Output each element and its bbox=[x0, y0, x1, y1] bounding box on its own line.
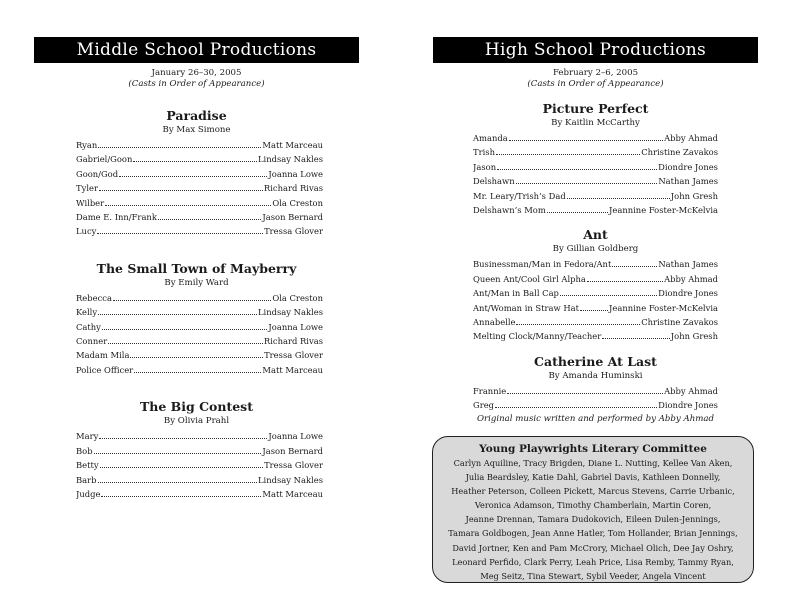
actor: Matt Marceau bbox=[262, 364, 323, 375]
role: Judge bbox=[76, 488, 101, 499]
cast-row bbox=[76, 473, 323, 487]
actor: Tressa Glover bbox=[264, 226, 323, 237]
cast-row bbox=[473, 174, 718, 188]
dot-leader bbox=[497, 160, 657, 170]
actor: John Gresh bbox=[670, 331, 718, 342]
cast-list bbox=[70, 429, 323, 501]
actor: Lindsay Nakles bbox=[257, 154, 323, 165]
role: Barb bbox=[76, 474, 97, 485]
role: Gabriel/Goon bbox=[76, 154, 133, 165]
cast-row bbox=[473, 329, 718, 343]
role: Delshawn bbox=[473, 176, 515, 187]
cast-row bbox=[76, 210, 323, 224]
role: Goon/God bbox=[76, 168, 119, 179]
play-author: By Amanda Huminski bbox=[548, 370, 643, 381]
actor: Abby Ahmad bbox=[664, 273, 718, 284]
cast-row bbox=[473, 315, 718, 329]
dot-leader bbox=[158, 210, 261, 220]
dot-leader bbox=[108, 334, 263, 344]
actor: Tressa Glover bbox=[264, 350, 323, 361]
dot-leader bbox=[134, 363, 261, 373]
cast-row bbox=[76, 224, 323, 238]
high-school-note: (Casts in Order of Appearance) bbox=[527, 79, 664, 89]
play-author: By Kaitlin McCarthy bbox=[551, 118, 640, 128]
actor: Diondre Jones bbox=[658, 288, 718, 299]
committee-title: Young Playwrights Literary Committee bbox=[479, 443, 707, 455]
cast-row bbox=[76, 305, 323, 319]
cast-row bbox=[76, 196, 323, 210]
role: Mr. Leary/Trish’s Dad bbox=[473, 190, 566, 201]
cast-list bbox=[473, 257, 718, 343]
play-author: By Olivia Prahl bbox=[163, 416, 230, 427]
play-catherine-at-last bbox=[433, 354, 758, 425]
role: Tyler bbox=[76, 183, 98, 194]
cast-row bbox=[76, 363, 323, 377]
actor: Jeannine Foster-McKelvia bbox=[609, 205, 718, 216]
role: Ant/Man in Ball Cap bbox=[473, 288, 559, 299]
cast-list bbox=[70, 138, 323, 239]
committee-line: David Jortner, Ken and Pam McCrory, Michael Olich, Dee Jay Oshry, bbox=[452, 542, 734, 553]
role: Delshawn’s Mom bbox=[473, 205, 546, 216]
cast-row bbox=[473, 384, 718, 398]
role: Frannie bbox=[473, 385, 507, 396]
actor: Nathan James bbox=[658, 176, 718, 187]
dot-leader bbox=[612, 257, 657, 267]
dot-leader bbox=[97, 224, 263, 234]
committee-line: Jeanne Drennan, Tamara Dudokovich, Eileen Dulen-Jennings, bbox=[465, 514, 721, 525]
play-title: Ant bbox=[583, 227, 608, 243]
committee-members bbox=[433, 456, 753, 583]
role: Cathy bbox=[76, 321, 101, 332]
play-title: The Big Contest bbox=[139, 399, 253, 415]
committee-line: Meg Seitz, Tina Stewart, Sybil Veeder, Angela Vincent bbox=[480, 570, 706, 581]
dot-leader bbox=[100, 458, 264, 468]
role: Police Officer bbox=[76, 364, 134, 375]
high-school-dates: February 2–6, 2005 bbox=[552, 68, 639, 78]
dot-leader bbox=[547, 203, 608, 213]
dot-leader bbox=[495, 398, 657, 408]
play-picture-perfect bbox=[433, 101, 758, 217]
actor: Joanna Lowe bbox=[268, 431, 323, 442]
cast-row bbox=[473, 398, 718, 412]
actor: Lindsay Nakles bbox=[257, 474, 323, 485]
cast-row bbox=[76, 334, 323, 348]
cast-row bbox=[76, 152, 323, 166]
dot-leader bbox=[507, 384, 663, 394]
play-big-contest bbox=[34, 399, 359, 501]
role: Annabelle bbox=[473, 317, 516, 328]
literary-committee-box bbox=[432, 436, 754, 583]
dot-leader bbox=[102, 320, 268, 330]
dot-leader bbox=[98, 138, 261, 148]
cast-row bbox=[76, 429, 323, 443]
cast-row bbox=[76, 320, 323, 334]
actor: Christine Zavakos bbox=[641, 147, 718, 158]
actor: Diondre Jones bbox=[658, 400, 718, 411]
actor: Ola Creston bbox=[272, 292, 323, 303]
role: Amanda bbox=[473, 133, 508, 143]
play-author: By Gillian Goldberg bbox=[552, 244, 639, 255]
committee-line: Heather Peterson, Colleen Pickett, Marcus Stevens, Carrie Urbanic, bbox=[451, 486, 735, 497]
play-small-town-of-mayberry bbox=[34, 261, 359, 377]
play-title: The Small Town of Mayberry bbox=[96, 260, 297, 276]
middle-school-note: (Casts in Order of Appearance) bbox=[128, 79, 265, 89]
dot-leader bbox=[516, 315, 640, 325]
high-school-banner: High School Productions bbox=[433, 37, 758, 63]
dot-leader bbox=[580, 301, 608, 311]
role: Bob bbox=[76, 445, 93, 456]
dot-leader bbox=[119, 167, 267, 177]
play-author: By Max Simone bbox=[162, 125, 231, 135]
actor: Nathan James bbox=[658, 259, 718, 270]
middle-school-column bbox=[34, 37, 359, 501]
actor: Jason Bernard bbox=[262, 445, 323, 456]
actor: Abby Ahmad bbox=[664, 385, 718, 396]
role: Greg bbox=[473, 400, 495, 411]
role: Queen Ant/Cool Girl Alpha bbox=[473, 273, 586, 284]
music-credit: Original music written and performed by Abby Ahmad bbox=[476, 413, 715, 424]
role: Ant/Woman in Straw Hat bbox=[473, 302, 580, 313]
cast-list bbox=[70, 291, 323, 377]
actor: Richard Rivas bbox=[263, 183, 323, 194]
dot-leader bbox=[509, 131, 663, 141]
actor: Lindsay Nakles bbox=[257, 307, 323, 318]
role: Rebecca bbox=[76, 292, 112, 303]
actor: Abby Ahmad bbox=[664, 133, 718, 143]
dot-leader bbox=[105, 196, 271, 206]
dot-leader bbox=[99, 181, 263, 191]
dot-leader bbox=[130, 348, 263, 358]
committee-line: Julia Beardsley, Katie Dahl, Gabriel Davis, Kathleen Donnelly, bbox=[465, 472, 721, 483]
committee-line: Leonard Perfido, Clark Perry, Leah Price, Lisa Remby, Tammy Ryan, bbox=[452, 556, 734, 567]
committee-line: Veronica Adamson, Timothy Chamberlain, Martin Coren, bbox=[474, 500, 712, 511]
cast-row bbox=[76, 444, 323, 458]
actor: Joanna Lowe bbox=[268, 321, 323, 332]
dot-leader bbox=[567, 189, 670, 199]
cast-row bbox=[473, 203, 718, 217]
actor: John Gresh bbox=[670, 190, 718, 201]
dot-leader bbox=[496, 145, 640, 155]
dot-leader bbox=[94, 444, 262, 454]
cast-list bbox=[473, 131, 718, 217]
actor: Matt Marceau bbox=[262, 140, 323, 150]
cast-row bbox=[76, 138, 323, 152]
role: Kelly bbox=[76, 307, 98, 318]
actor: Matt Marceau bbox=[262, 488, 323, 499]
dot-leader bbox=[516, 174, 658, 184]
role: Dame E. Inn/Frank bbox=[76, 212, 157, 223]
role: Jason bbox=[473, 161, 497, 172]
play-paradise bbox=[34, 108, 359, 239]
cast-row bbox=[473, 160, 718, 174]
dot-leader bbox=[98, 473, 257, 483]
cast-row bbox=[473, 145, 718, 159]
dot-leader bbox=[101, 487, 261, 497]
dot-leader bbox=[560, 286, 657, 296]
cast-list bbox=[473, 384, 718, 413]
role: Lucy bbox=[76, 226, 97, 237]
actor: Christine Zavakos bbox=[641, 317, 718, 328]
actor: Diondre Jones bbox=[658, 161, 718, 172]
play-ant bbox=[433, 227, 758, 343]
actor: Tressa Glover bbox=[264, 460, 323, 471]
committee-line: Tamara Goldbogen, Jean Anne Hatler, Tom Hollander, Brian Jennings, bbox=[448, 528, 738, 539]
role: Madam Mila bbox=[76, 350, 130, 361]
play-title: Picture Perfect bbox=[542, 101, 649, 116]
cast-row bbox=[76, 167, 323, 181]
cast-row bbox=[76, 487, 323, 501]
role: Betty bbox=[76, 460, 99, 471]
actor: Ola Creston bbox=[272, 197, 323, 208]
cast-row bbox=[473, 301, 718, 315]
cast-row bbox=[76, 181, 323, 195]
dot-leader bbox=[587, 272, 663, 282]
cast-row bbox=[473, 257, 718, 271]
cast-row bbox=[473, 189, 718, 203]
actor: Richard Rivas bbox=[263, 336, 323, 347]
dot-leader bbox=[98, 305, 257, 315]
middle-school-banner: Middle School Productions bbox=[34, 37, 359, 63]
role: Mary bbox=[76, 431, 99, 442]
role: Trish bbox=[473, 147, 495, 158]
role: Businessman/Man in Fedora/Ant bbox=[473, 259, 612, 270]
cast-row bbox=[76, 291, 323, 305]
cast-row bbox=[76, 348, 323, 362]
role: Melting Clock/Manny/Teacher bbox=[473, 331, 602, 342]
actor: Joanna Lowe bbox=[268, 168, 323, 179]
actor: Jason Bernard bbox=[262, 212, 323, 223]
role: Ryan bbox=[76, 140, 98, 150]
role: Conner bbox=[76, 336, 108, 347]
play-title: Paradise bbox=[166, 108, 227, 123]
cast-row bbox=[76, 458, 323, 472]
dot-leader bbox=[99, 429, 267, 439]
high-school-column bbox=[433, 37, 758, 425]
dot-leader bbox=[133, 152, 257, 162]
play-title: Catherine At Last bbox=[534, 353, 657, 369]
role: Wilber bbox=[76, 197, 105, 208]
play-author: By Emily Ward bbox=[164, 277, 229, 288]
cast-row bbox=[473, 286, 718, 300]
actor: Jeannine Foster-McKelvia bbox=[609, 302, 718, 313]
dot-leader bbox=[113, 291, 271, 301]
cast-row bbox=[473, 131, 718, 145]
dot-leader bbox=[602, 329, 670, 339]
cast-row bbox=[473, 272, 718, 286]
middle-school-dates: January 26–30, 2005 bbox=[151, 68, 242, 78]
committee-line: Carlyn Aquiline, Tracy Brigden, Diane L. Nutting, Kellee Van Aken, bbox=[453, 458, 733, 468]
